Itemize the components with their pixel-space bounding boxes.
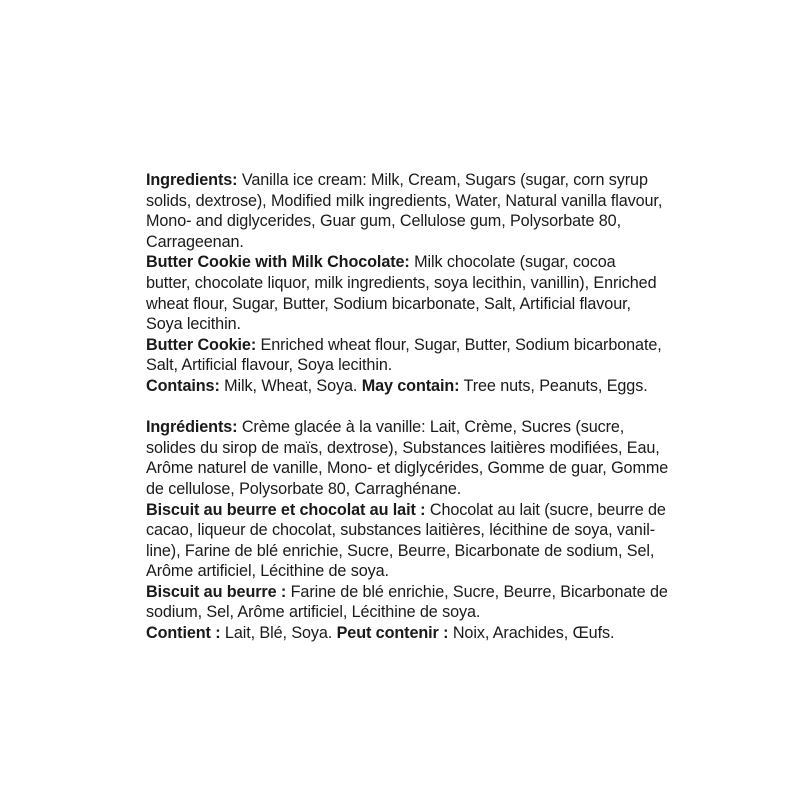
french-cookie-paragraph: [146, 582, 666, 623]
english-cookie-heading: Butter Cookie:: [146, 335, 257, 354]
french-may-contain-heading: Peut contenir :: [336, 624, 449, 643]
french-cookie-chocolate-text: cacao, liqueur de chocolat, substances laitières, lécithine de soya, vanil-: [146, 521, 655, 540]
english-ingredients-text: Vanilla ice cream: Milk, Cream, Sugars (sugar, corn syrup: [237, 171, 648, 189]
english-ingredients-text: Mono- and diglycerides, Guar gum, Cellulose gum, Polysorbate 80,: [146, 212, 621, 231]
french-cookie-chocolate-heading: Biscuit au beurre et chocolat au lait :: [146, 500, 426, 519]
french-may-contain-text: Noix, Arachides, Œufs.: [448, 624, 615, 643]
french-cookie-chocolate-text: Arôme artificiel, Lécithine de soya.: [146, 562, 389, 581]
english-section: [146, 170, 666, 397]
french-allergens-paragraph: [146, 623, 666, 644]
french-contains-text: Lait, Blé, Soya.: [220, 624, 337, 643]
french-ingredients-text: Crème glacée à la vanille: Lait, Crème, Sucres (sucre,: [237, 418, 625, 437]
french-ingredients-text: de cellulose, Polysorbate 80, Carraghénane.: [146, 479, 462, 498]
english-ingredients-heading: Ingredients:: [146, 171, 238, 189]
english-contains-heading: Contains:: [146, 376, 220, 395]
ingredient-label-panel: [146, 170, 669, 644]
french-cookie-chocolate-text: Chocolat au lait (sucre, beurre de: [425, 500, 666, 519]
english-contains-text: Milk, Wheat, Soya.: [219, 376, 362, 395]
english-cookie-chocolate-text: Soya lecithin.: [146, 315, 241, 334]
english-cookie-chocolate-paragraph: [146, 252, 666, 334]
english-cookie-text: Salt, Artificial flavour, Soya lecithin.: [146, 356, 393, 375]
english-cookie-chocolate-heading: Butter Cookie with Milk Chocolate:: [146, 253, 410, 272]
english-cookie-chocolate-text: wheat flour, Sugar, Butter, Sodium bicarbonate, Salt, Artificial flavour,: [146, 294, 631, 313]
french-contains-heading: Contient :: [146, 624, 221, 643]
french-cookie-chocolate-paragraph: [146, 500, 666, 582]
french-ingredients-text: Arôme naturel de vanille, Mono- et diglycérides, Gomme de guar, Gomme: [146, 459, 669, 478]
french-ingredients-paragraph: [146, 417, 669, 499]
english-cookie-chocolate-text: butter, chocolate liquor, milk ingredients, soya lecithin, vanillin), Enriched: [146, 273, 657, 292]
english-ingredients-text: solids, dextrose), Modified milk ingredients, Water, Natural vanilla flavour,: [146, 191, 663, 210]
english-ingredients-paragraph: [146, 170, 666, 252]
french-cookie-text: Farine de blé enrichie, Sucre, Beurre, Bicarbonate de: [286, 582, 668, 601]
french-ingredients-text: solides du sirop de maïs, dextrose), Substances laitières modifiées, Eau,: [146, 438, 660, 457]
english-ingredients-text: Carrageenan.: [146, 232, 244, 251]
english-cookie-paragraph: [146, 335, 666, 376]
english-cookie-text: Enriched wheat flour, Sugar, Butter, Sodium bicarbonate,: [256, 335, 662, 354]
french-cookie-heading: Biscuit au beurre :: [146, 582, 287, 601]
english-may-contain-text: Tree nuts, Peanuts, Eggs.: [459, 376, 648, 395]
french-ingredients-heading: Ingrédients:: [146, 418, 238, 437]
english-may-contain-heading: May contain:: [361, 376, 460, 395]
english-cookie-chocolate-text: Milk chocolate (sugar, cocoa: [409, 253, 616, 272]
section-spacer: [146, 397, 666, 418]
french-cookie-chocolate-text: line), Farine de blé enrichie, Sucre, Beurre, Bicarbonate de sodium, Sel,: [146, 541, 655, 560]
french-cookie-text: sodium, Sel, Arôme artificiel, Lécithine de soya.: [146, 603, 481, 622]
english-allergens-paragraph: [146, 376, 666, 397]
french-section: [146, 417, 669, 644]
